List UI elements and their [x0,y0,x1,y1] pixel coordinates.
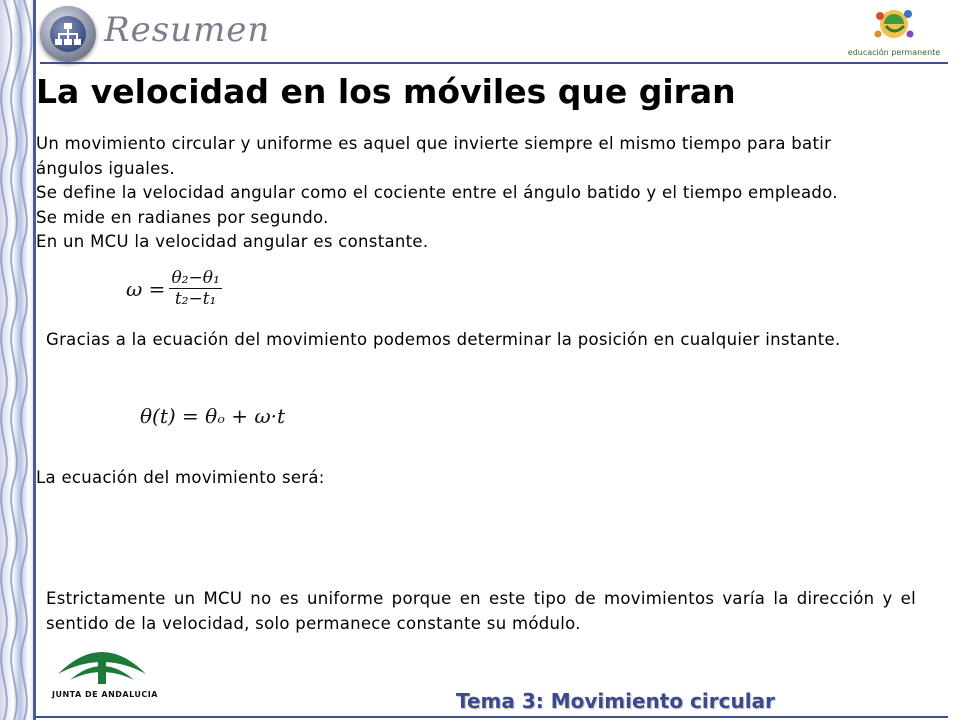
formula-numerator: θ₂−θ₁ [171,268,220,288]
formula-fraction [169,268,221,309]
junta-text: JUNTA DE ANDALUCIA [52,690,158,699]
formula-lhs: ω = [126,276,166,301]
decorative-sidebar [0,0,36,720]
header-title: Resumen [104,10,271,50]
paragraph-definition-mcu: Un movimiento circular y uniforme es aquel que invierte siempre el mismo tiempo para batir ángulos iguales. [36,134,832,178]
sidebar-pattern [0,0,36,720]
educacion-permanente-text: educación permanente [847,48,941,57]
junta-logo [52,638,162,710]
paragraph-strictly: Estrictamente un MCU no es uniforme porque en este tipo de movimientos varía la dirección y el sentido de la velocidad, solo permanece constante su módulo. [46,589,916,633]
angular-velocity-formula [126,268,222,309]
sitemap-icon [50,16,86,52]
paragraph-angular-velocity: Se define la velocidad angular como el cociente entre el ángulo batido y el tiempo empleado. Se mide en radianes por segundo. [36,183,838,227]
formula-denominator: t₂−t₁ [174,289,217,309]
header-rule [40,62,948,64]
paragraph-constant: En un MCU la velocidad angular es constante. [36,232,429,251]
footer-rule [36,716,948,718]
paragraph-position: Gracias a la ecuación del movimiento podemos determinar la posición en cualquier instante. [46,330,841,349]
footer-topic: Tema 3: Movimiento circular [456,689,775,713]
intro-block [36,132,856,255]
slide-title: La velocidad en los móviles que giran [36,72,736,111]
position-formula: θ(t) = θₒ + ω·t [140,404,286,428]
paragraph-equation: La ecuación del movimiento será: [36,468,325,487]
header-logo-icon [40,6,96,62]
junta-emblem-icon [52,638,152,688]
educacion-permanente-logo [838,4,950,60]
educacion-permanente-icon [838,4,950,48]
